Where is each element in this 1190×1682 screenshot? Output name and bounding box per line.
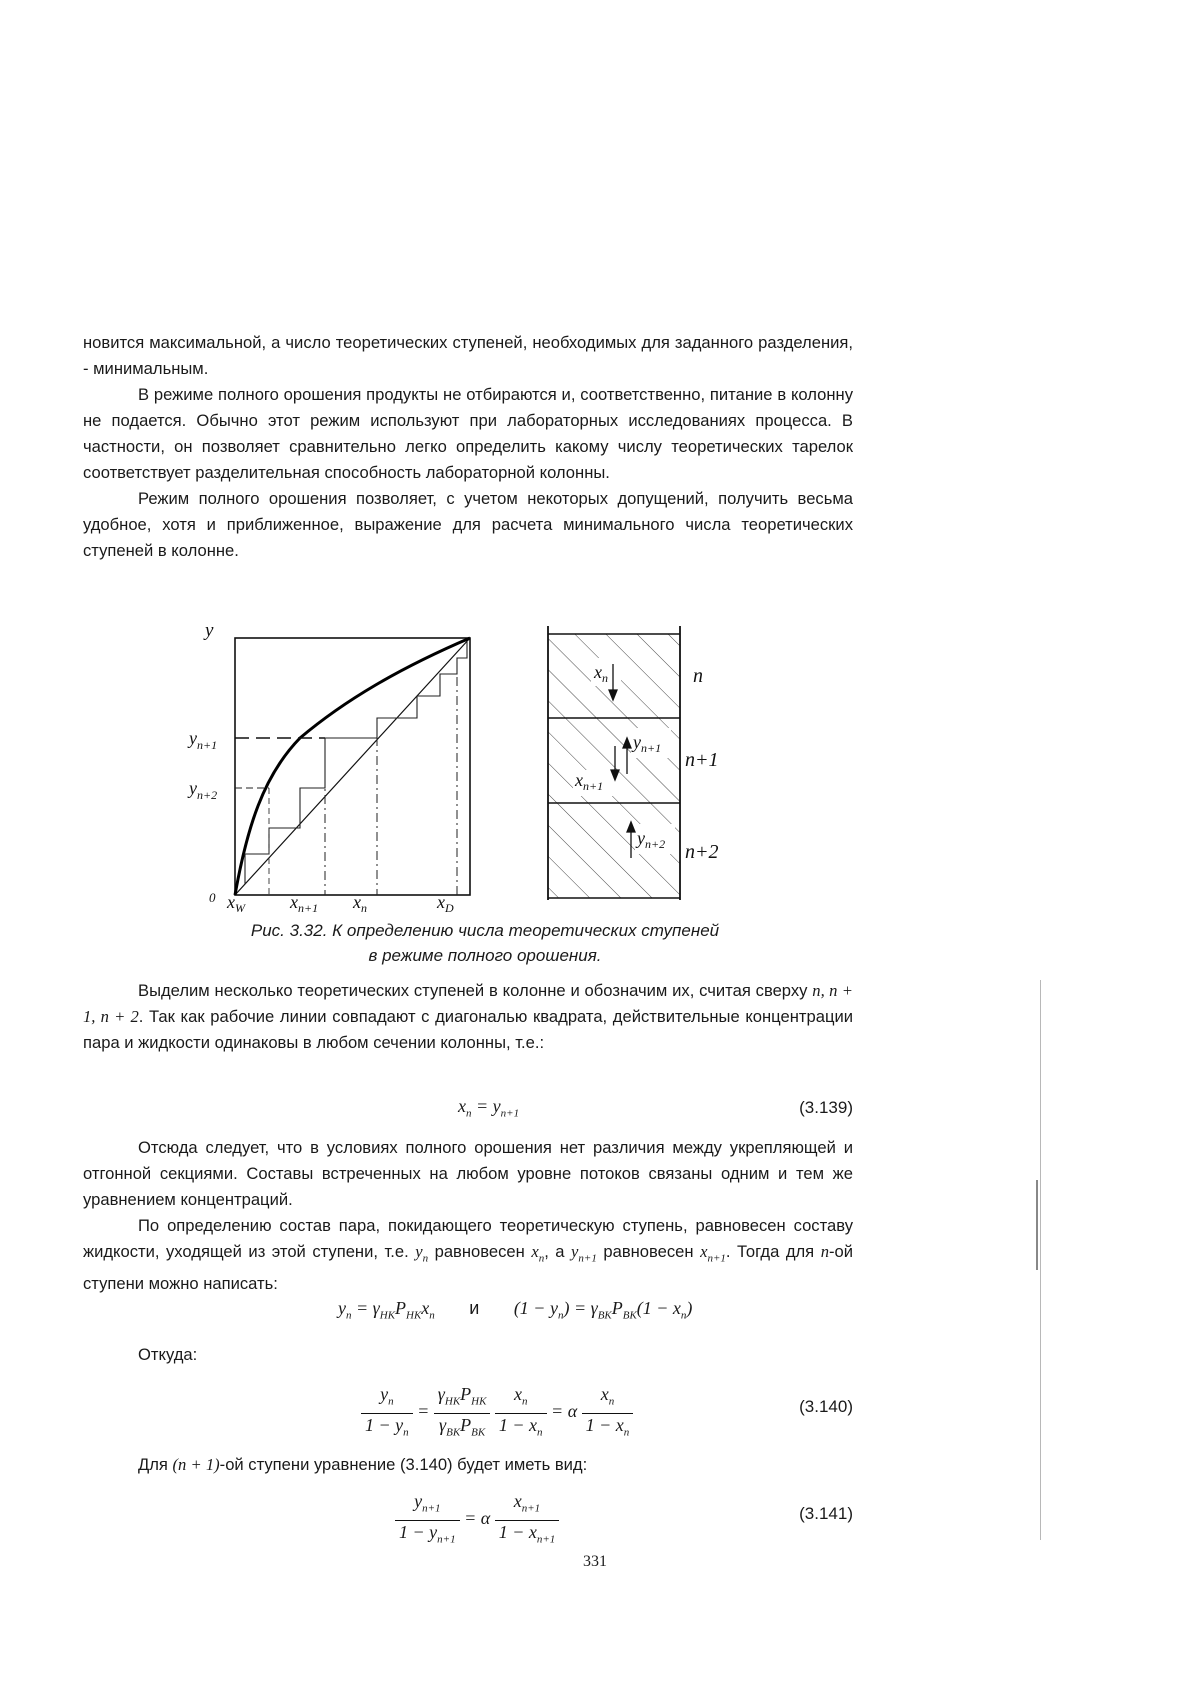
- stage-label-n2: n+2: [685, 841, 719, 863]
- equation-number-3-139: (3.139): [799, 1098, 853, 1117]
- origin-label: 0: [209, 890, 216, 905]
- stream-label-xn1: $x_{n+1}$: [575, 770, 604, 793]
- caption-line-1: Рис. 3.32. К определению числа теоретических ступеней: [250, 921, 720, 940]
- page-number: 331: [583, 1553, 607, 1570]
- x-tick-label-xn: $x_n$: [353, 892, 367, 913]
- paragraph-4: Выделим несколько теоретических ступеней в колонне и обозначим их, считая сверху n, n + 1, n + 2. Так как рабочие линии совпадают с диагональю квадрата, действительные концентрации пара и жидкости одинаковы в любом сечении колонны, т.е.:: [83, 981, 853, 1052]
- paragraph-5: Отсюда следует, что в условиях полного орошения нет различия между укрепляющей и отгонной секциями. Составы встреченных на любом уровне потоков связаны одним и тем же уравнением концентраций.: [83, 1138, 853, 1209]
- y-axis-label: y: [205, 620, 214, 641]
- text-block-next-stage: [83, 1452, 853, 1478]
- column-diagram: [548, 626, 719, 900]
- y-tick-label-yn1: $y_{n+1}$: [189, 728, 218, 752]
- x-tick-label-xn1: $x_{n+1}$: [290, 892, 319, 913]
- equation-number-3-140: (3.140): [799, 1397, 853, 1416]
- paragraph-1: новится максимальной, а число теоретических ступеней, необходимых для заданного разделения, - минимальным.: [83, 333, 853, 378]
- stream-label-xn: $x_n$: [594, 662, 608, 685]
- paragraph-7: Откуда:: [138, 1345, 198, 1364]
- figure-caption: [185, 918, 785, 968]
- x-tick-label-xd: $x_D$: [437, 892, 454, 913]
- equation-3-141: [83, 1490, 853, 1546]
- equation-3-139-body: $x_n = y_{n+1}$: [458, 1096, 520, 1120]
- paragraph-8: Для (n + 1)-ой ступени уравнение (3.140) будет иметь вид:: [138, 1455, 588, 1474]
- equation-pair-body: $y_n = \gamma_{НК}P_{НК}x_n$ и $(1 - y_n) = \gamma_{ВК}P_{ВК}(1 - x_n)$: [338, 1298, 693, 1322]
- text-block-stages: [83, 978, 853, 1056]
- equation-3-139: [83, 1090, 853, 1130]
- scan-artifact-mark: [1036, 1180, 1038, 1270]
- equation-equilibrium-pair: [83, 1292, 853, 1332]
- paragraph-2: В режиме полного орошения продукты не отбираются и, соответственно, питание в колонну не подается. Обычно этот режим используют при лабораторных исследованиях процесса. В частности, он позволяет сравнительно легко определить какому числу теоретических тарелок соответствует разделительная способность лабораторной колонны.: [83, 385, 853, 482]
- stage-label-n: n: [693, 665, 703, 687]
- equation-3-140: [83, 1383, 853, 1439]
- paragraph-3: Режим полного орошения позволяет, с учетом некоторых допущений, получить весьма удобное, хотя и приближенное, выражение для расчета минимального числа теоретических ступеней в колонне.: [83, 489, 853, 560]
- figure-3-32: [185, 618, 785, 913]
- equation-3-141-body: $\frac{y_{n+1}}{1 - y_{n+1}}$ = α $\frac{x_{n+1}}{1 - x_{n+1}}$: [395, 1490, 559, 1550]
- caption-line-2: в режиме полного орошения.: [368, 946, 602, 965]
- figure-svg: [185, 618, 785, 913]
- stage-label-n1: n+1: [685, 749, 719, 771]
- stream-label-yn2: $y_{n+2}$: [637, 828, 666, 851]
- diagonal-line: [235, 638, 470, 895]
- paragraph-6: По определению состав пара, покидающего теоретическую ступень, равновесен составу жидкости, уходящей из этой ступени, т.е. $y_n$ равновесен $x_n$, а $y_{n+1}$ равновесен $x_{n+1}$. Тогда для n-ой ступени можно написать:: [83, 1216, 854, 1294]
- equation-3-140-body: $\frac{y_n}{1 - y_n}$ = $\frac{\gamma_{НК}P_{НК}}{\gamma_{ВК}P_{ВК}}$ $\frac{x_n}{1 - x_n}$ = α $\frac{x_n}{1 - x_n}$: [361, 1383, 633, 1443]
- text-block-intro: [83, 330, 853, 564]
- scan-artifact-line: [1040, 980, 1041, 1540]
- text-block-whence: [83, 1342, 853, 1368]
- x-tick-label-xw: $x_W$: [227, 892, 245, 913]
- stream-label-yn1: $y_{n+1}$: [633, 732, 662, 755]
- equation-number-3-141: (3.141): [799, 1504, 853, 1523]
- mccabe-thiele-graph: [187, 620, 470, 913]
- y-tick-label-yn2: $y_{n+2}$: [189, 778, 218, 802]
- text-block-reflux: [83, 1135, 853, 1297]
